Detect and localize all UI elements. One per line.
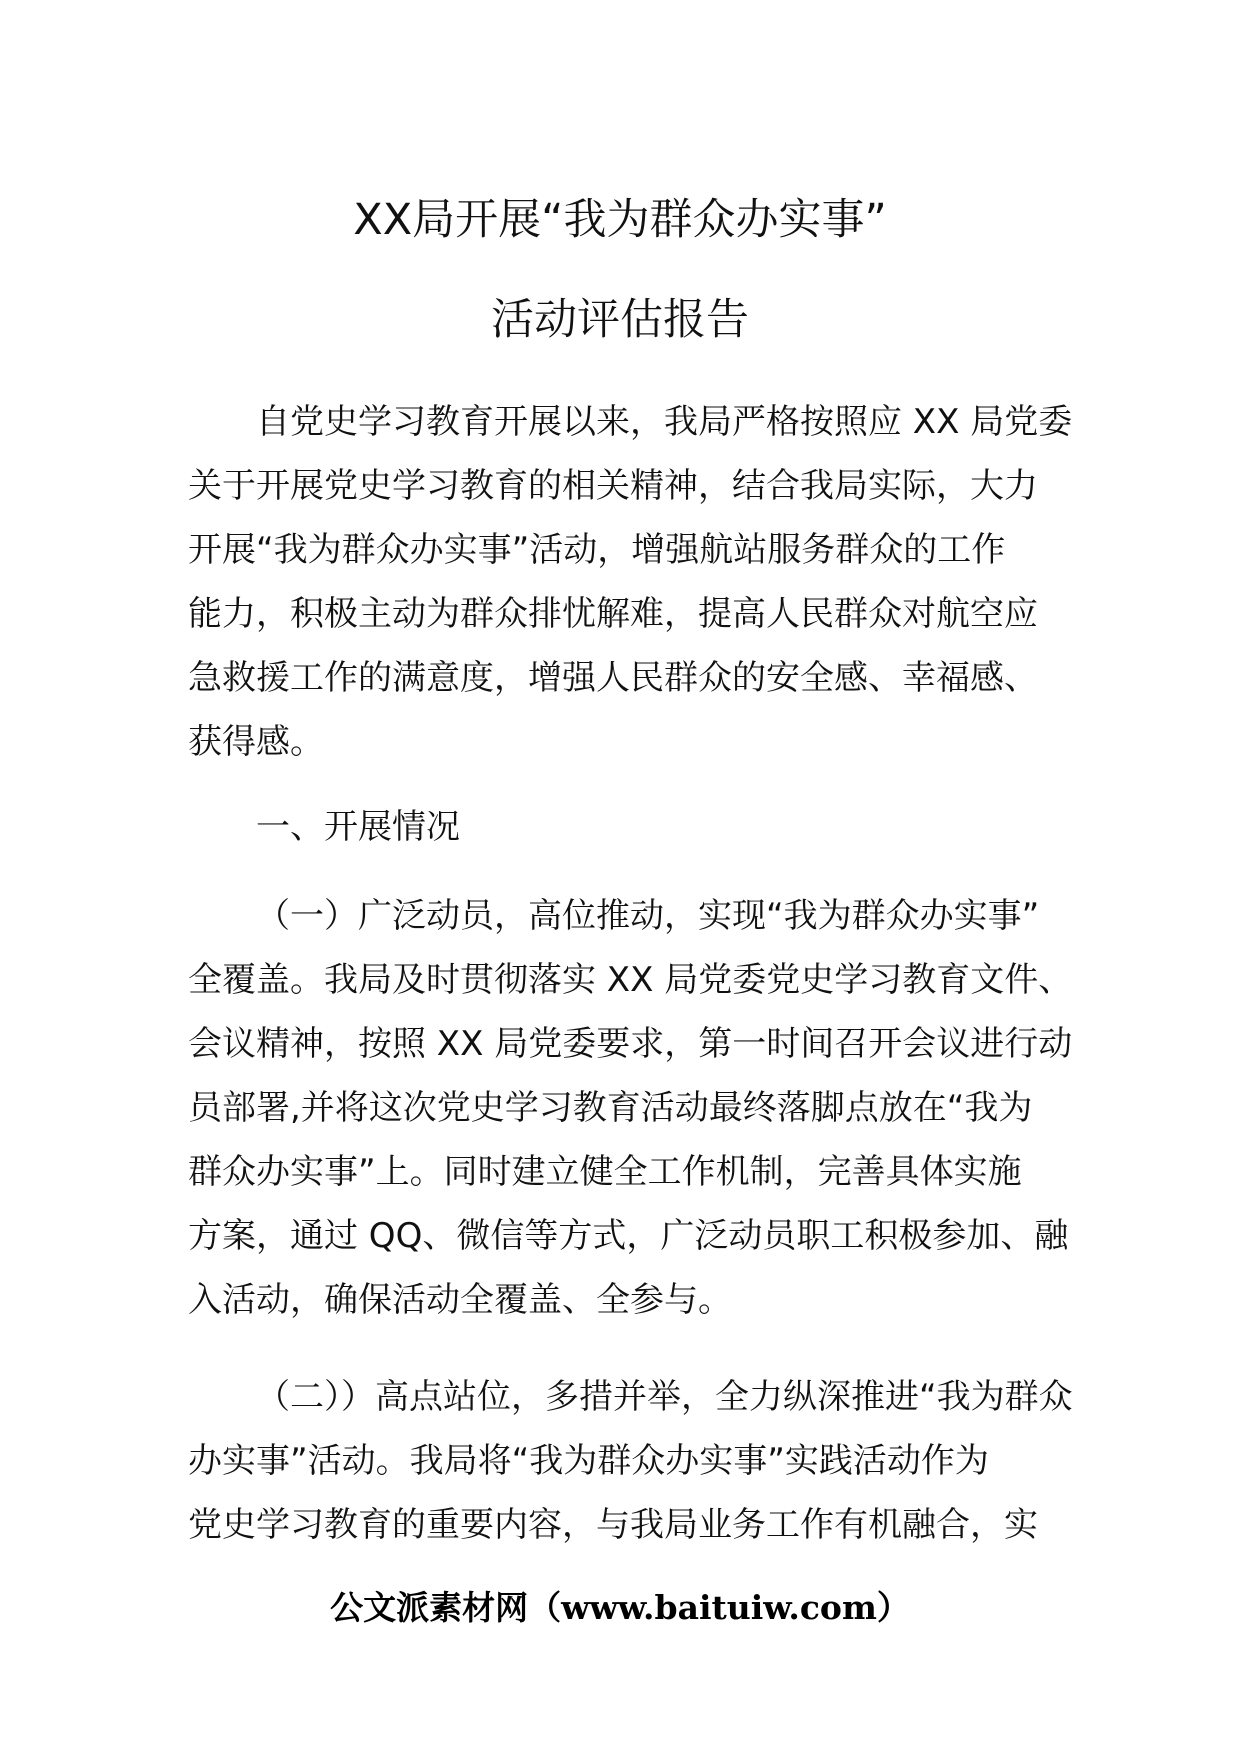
section-heading-text: 一、开展情况 bbox=[256, 807, 460, 847]
text-line: 党史学习教育的重要内容，与我局业务工作有机融合，实 bbox=[188, 1505, 1038, 1545]
footer-watermark-text: 公文派素材网（www.baituiw.com） bbox=[330, 1588, 910, 1627]
paragraph-section-2 bbox=[188, 1365, 1073, 1557]
text-line: 群众办实事”上。同时建立健全工作机制，完善具体实施 bbox=[188, 1152, 1022, 1192]
document-title-line2: 活动评估报告 bbox=[491, 295, 749, 345]
text-line: （一）广泛动员，高位推动，实现“我为群众办实事” bbox=[256, 896, 1040, 936]
text-line: 会议精神，按照 XX 局党委要求，第一时间召开会议进行动 bbox=[188, 1024, 1073, 1064]
text-line: 开展“我为群众办实事”活动，增强航站服务群众的工作 bbox=[188, 530, 1006, 570]
text-line: 获得感。 bbox=[188, 722, 324, 762]
text-line: 能力，积极主动为群众排忧解难，提高人民群众对航空应 bbox=[188, 594, 1038, 634]
document-title-line1: XX局开展“我为群众办实事” bbox=[353, 195, 887, 245]
paragraph-section-1 bbox=[188, 884, 1073, 1332]
text-line: 关于开展党史学习教育的相关精神，结合我局实际，大力 bbox=[188, 466, 1038, 506]
text-line: 自党史学习教育开展以来，我局严格按照应 XX 局党委 bbox=[256, 402, 1073, 442]
paragraph-intro bbox=[188, 390, 1073, 774]
section-heading bbox=[188, 795, 1056, 859]
text-line: 员部署,并将这次党史学习教育活动最终落脚点放在“我为 bbox=[188, 1088, 1033, 1128]
text-line: 入活动，确保活动全覆盖、全参与。 bbox=[188, 1280, 732, 1320]
text-line: 办实事”活动。我局将“我为群众办实事”实践活动作为 bbox=[188, 1441, 989, 1481]
text-line: 急救援工作的满意度，增强人民群众的安全感、幸福感、 bbox=[188, 658, 1038, 698]
text-line: 方案，通过 QQ、微信等方式，广泛动员职工积极参加、融 bbox=[188, 1216, 1069, 1256]
text-line: （二））高点站位，多措并举，全力纵深推进“我为群众 bbox=[256, 1377, 1073, 1417]
text-line: 全覆盖。我局及时贯彻落实 XX 局党委党史学习教育文件、 bbox=[188, 960, 1073, 1000]
